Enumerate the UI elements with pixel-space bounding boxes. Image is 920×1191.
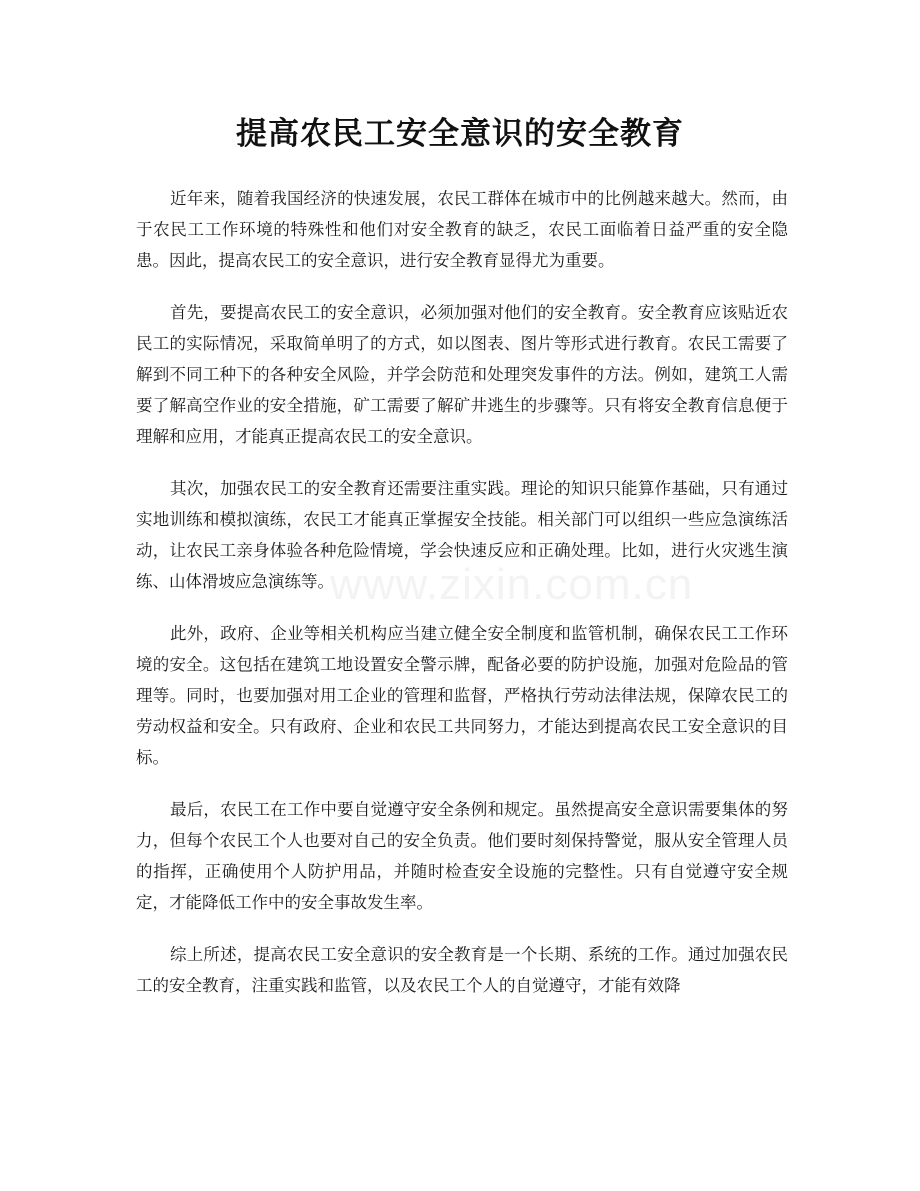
document-title: 提高农民工安全意识的安全教育 [236, 116, 684, 152]
paragraph-2: 首先，要提高农民工的安全意识，必须加强对他们的安全教育。安全教育应该贴近农民工的实际情况，采取简单明了的方式，如以图表、图片等形式进行教育。农民工需要了解到不同工种下的各种安全风险，并学会防范和处理突发事件的方法。例如，建筑工人需要了解高空作业的安全措施，矿工需要了解矿井逃生的步骤等。只有将安全教育信息便于理解和应用，才能真正提高农民工的安全意识。 [136, 303, 788, 446]
paragraph-4: 此外，政府、企业等相关机构应当建立健全安全制度和监管机制，确保农民工工作环境的安全。这包括在建筑工地设置安全警示牌，配备必要的防护设施，加强对危险品的管理等。同时，也要加强对用工企业的管理和监督，严格执行劳动法律法规，保障农民工的劳动权益和安全。只有政府、企业和农民工共同努力，才能达到提高农民工安全意识的目标。 [136, 624, 788, 767]
document-body [136, 183, 788, 1022]
paragraph-5: 最后，农民工在工作中要自觉遵守安全条例和规定。虽然提高安全意识需要集体的努力，但每个农民工个人也要对自己的安全负责。他们要时刻保持警觉，服从安全管理人员的指挥，正确使用个人防护用品，并随时检查安全设施的完整性。只有自觉遵守安全规定，才能降低工作中的安全事故发生率。 [136, 800, 788, 912]
watermark: www.zixin.com.cn [330, 560, 694, 609]
paragraph-3: 其次，加强农民工的安全教育还需要注重实践。理论的知识只能算作基础，只有通过实地训练和模拟演练，农民工才能真正掌握安全技能。相关部门可以组织一些应急演练活动，让农民工亲身体验各种危险情境，学会快速反应和正确处理。比如，进行火灾逃生演练、山体滑坡应急演练等。 [136, 479, 788, 591]
paragraph-1: 近年来，随着我国经济的快速发展，农民工群体在城市中的比例越来越大。然而，由于农民工工作环境的特殊性和他们对安全教育的缺乏，农民工面临着日益严重的安全隐患。因此，提高农民工的安全意识，进行安全教育显得尤为重要。 [136, 189, 788, 270]
paragraph-6: 综上所述，提高农民工安全意识的安全教育是一个长期、系统的工作。通过加强农民工的安全教育，注重实践和监管，以及农民工个人的自觉遵守，才能有效降 [136, 945, 788, 995]
